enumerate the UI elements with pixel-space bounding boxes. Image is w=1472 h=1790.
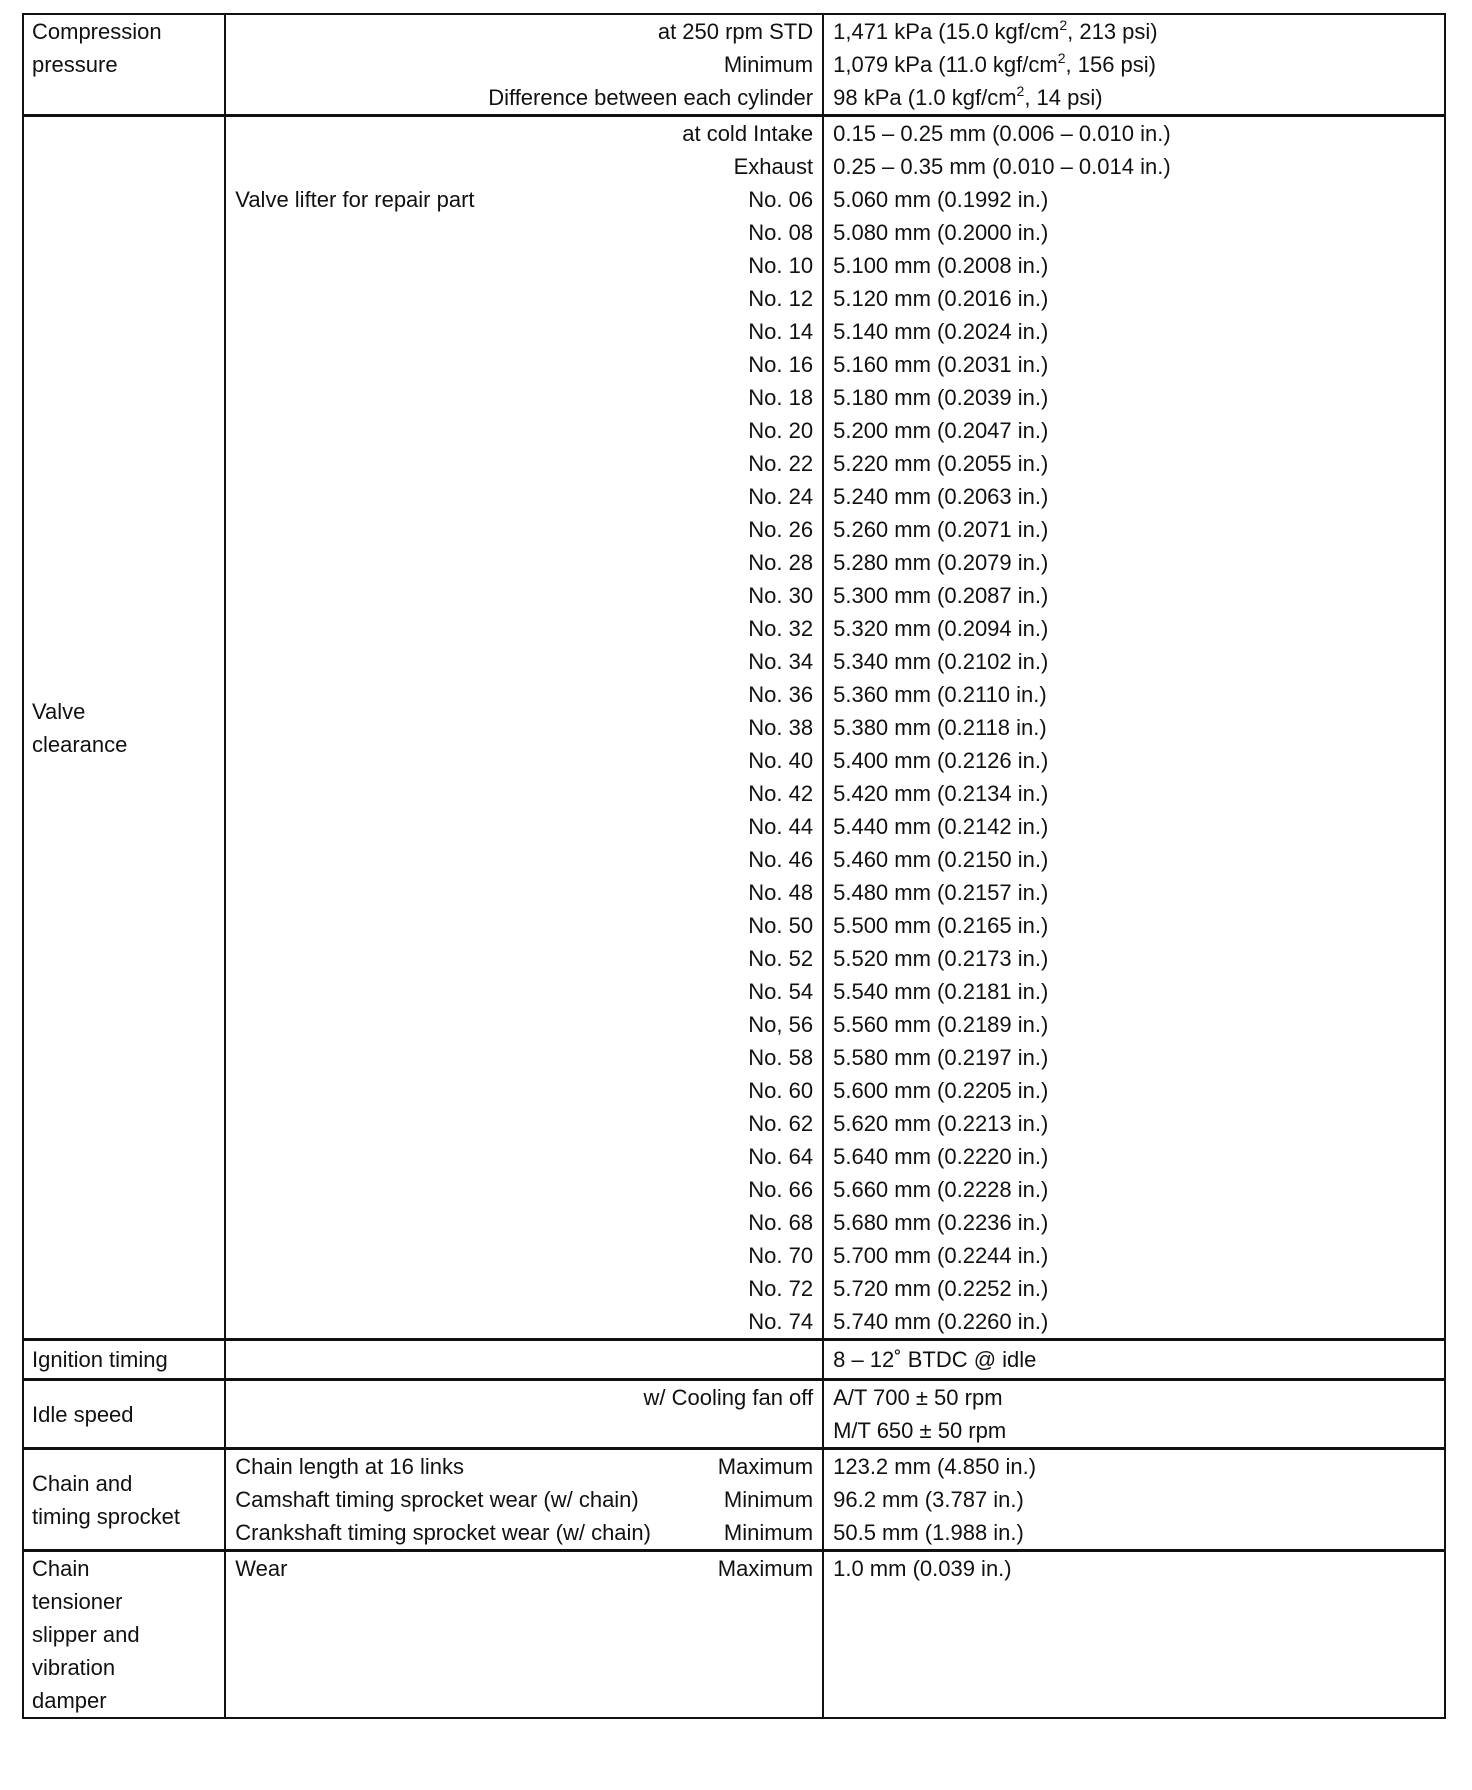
value-line: M/T 650 ± 50 rpm <box>833 1418 1007 1443</box>
superscript: 2 <box>1057 49 1066 66</box>
condition-text: No. 06 <box>748 187 814 212</box>
ignition-value-cell <box>823 1340 1445 1380</box>
value-line: 0.25 – 0.35 mm (0.010 – 0.014 in.) <box>833 154 1171 179</box>
value-line: 5.440 mm (0.2142 in.) <box>833 814 1049 839</box>
value-line: 8 – 12˚ BTDC @ idle <box>833 1347 1037 1372</box>
valve-condition-cell <box>225 116 823 1340</box>
condition-line <box>226 282 822 315</box>
condition-line <box>226 480 822 513</box>
condition-line <box>226 348 822 381</box>
condition-line <box>226 183 822 216</box>
specification-table <box>22 13 1446 1719</box>
condition-line <box>226 876 822 909</box>
valve-clearance-row <box>23 116 1445 1340</box>
condition-line <box>226 975 822 1008</box>
condition-text: No. 28 <box>748 550 814 575</box>
value-line: 5.180 mm (0.2039 in.) <box>833 385 1049 410</box>
condition-text: No. 48 <box>748 880 814 905</box>
condition-line <box>226 447 822 480</box>
value-line: 5.120 mm (0.2016 in.) <box>833 286 1049 311</box>
valve-value-cell <box>823 116 1445 1340</box>
condition-text: No. 68 <box>748 1210 814 1235</box>
superscript: 2 <box>1059 16 1068 33</box>
condition-line <box>226 1074 822 1107</box>
condition-line <box>226 546 822 579</box>
condition-line <box>226 381 822 414</box>
value-line: 5.200 mm (0.2047 in.) <box>833 418 1049 443</box>
condition-line <box>226 1381 822 1414</box>
value-line: 5.060 mm (0.1992 in.) <box>833 187 1049 212</box>
valve-item-cell <box>23 116 225 1340</box>
item-name-line: timing sprocket <box>32 1503 180 1529</box>
value-line: 5.400 mm (0.2126 in.) <box>833 748 1049 773</box>
item-name-line: Valve <box>32 698 86 724</box>
value-text: , 213 psi) <box>1067 19 1158 44</box>
condition-text: Difference between each cylinder <box>488 85 814 110</box>
idle-speed-row <box>23 1380 1445 1449</box>
condition-line <box>226 315 822 348</box>
idle-value-cell <box>823 1380 1445 1449</box>
condition-text: No, 56 <box>748 1012 814 1037</box>
value-line: 5.540 mm (0.2181 in.) <box>833 979 1049 1004</box>
idle-item-cell <box>23 1380 225 1449</box>
item-name-line: Ignition timing <box>32 1347 168 1372</box>
value-line: 5.500 mm (0.2165 in.) <box>833 913 1049 938</box>
condition-line <box>226 1206 822 1239</box>
condition-text: No. 66 <box>748 1177 814 1202</box>
condition-line <box>226 645 822 678</box>
condition-line <box>226 678 822 711</box>
value-line: 5.240 mm (0.2063 in.) <box>833 484 1049 509</box>
value-text: 1,079 kPa (11.0 kgf/cm <box>833 52 1058 77</box>
item-name-line: damper <box>32 1688 107 1713</box>
condition-line <box>226 1516 822 1549</box>
condition-text: Minimum <box>723 52 814 77</box>
item-name-line: Chain and <box>32 1470 133 1496</box>
value-line: 5.600 mm (0.2205 in.) <box>833 1078 1049 1103</box>
condition-text: No. 72 <box>748 1276 814 1301</box>
value-line <box>824 81 1444 114</box>
condition-text: No. 18 <box>748 385 814 410</box>
value-line: 5.360 mm (0.2110 in.) <box>833 682 1047 707</box>
condition-line <box>226 942 822 975</box>
item-name-line: pressure <box>32 52 118 77</box>
condition-text: No. 64 <box>748 1144 814 1169</box>
value-line: 5.420 mm (0.2134 in.) <box>833 781 1049 806</box>
value-line: 5.320 mm (0.2094 in.) <box>833 616 1049 641</box>
condition-text: No. 54 <box>748 979 814 1004</box>
condition-text: No. 20 <box>748 418 814 443</box>
value-line: 123.2 mm (4.850 in.) <box>833 1454 1037 1479</box>
condition-line <box>226 117 822 150</box>
condition-text: No. 60 <box>748 1078 814 1103</box>
condition-line <box>226 909 822 942</box>
compression-pressure-row <box>23 14 1445 116</box>
chain-tensioner-row <box>23 1551 1445 1719</box>
value-line: A/T 700 ± 50 rpm <box>833 1385 1003 1410</box>
condition-line <box>226 810 822 843</box>
condition-line <box>226 843 822 876</box>
condition-text: Exhaust <box>733 154 814 179</box>
condition-line <box>226 1483 822 1516</box>
value-line: 5.340 mm (0.2102 in.) <box>833 649 1049 674</box>
condition-text: Minimum <box>723 1520 814 1545</box>
condition-line <box>226 1450 822 1483</box>
value-line: 5.140 mm (0.2024 in.) <box>833 319 1049 344</box>
value-line: 5.640 mm (0.2220 in.) <box>833 1144 1049 1169</box>
condition-line <box>226 1008 822 1041</box>
compression-item-cell <box>23 14 225 116</box>
value-line: 5.160 mm (0.2031 in.) <box>833 352 1049 377</box>
value-line: 5.300 mm (0.2087 in.) <box>833 583 1049 608</box>
condition-line <box>226 81 822 114</box>
value-text: 1,471 kPa (15.0 kgf/cm <box>833 19 1060 44</box>
value-line: 5.620 mm (0.2213 in.) <box>833 1111 1049 1136</box>
condition-line <box>226 1107 822 1140</box>
condition-line <box>226 579 822 612</box>
condition-line <box>226 1173 822 1206</box>
value-text: , 14 psi) <box>1024 85 1103 110</box>
condition-text: No. 32 <box>748 616 814 641</box>
value-line: 5.100 mm (0.2008 in.) <box>833 253 1049 278</box>
condition-text: No. 74 <box>748 1309 814 1334</box>
value-line: 5.560 mm (0.2189 in.) <box>833 1012 1049 1037</box>
condition-text: No. 26 <box>748 517 814 542</box>
condition-text: No. 44 <box>748 814 814 839</box>
tensioner-value-cell <box>823 1551 1445 1719</box>
condition-text: No. 16 <box>748 352 814 377</box>
value-line: 96.2 mm (3.787 in.) <box>833 1487 1024 1512</box>
condition-text: at 250 rpm STD <box>657 19 814 44</box>
value-line: 5.260 mm (0.2071 in.) <box>833 517 1049 542</box>
chain-condition-cell <box>225 1449 823 1551</box>
compression-condition-cell <box>225 14 823 116</box>
condition-text: Maximum <box>717 1454 814 1479</box>
condition-text: No. 58 <box>748 1045 814 1070</box>
ignition-timing-row <box>23 1340 1445 1380</box>
value-line: 5.280 mm (0.2079 in.) <box>833 550 1049 575</box>
value-line: 5.460 mm (0.2150 in.) <box>833 847 1049 872</box>
value-line: 1.0 mm (0.039 in.) <box>833 1556 1012 1581</box>
condition-text: No. 52 <box>748 946 814 971</box>
condition-text: No. 30 <box>748 583 814 608</box>
part-label: Wear <box>235 1556 288 1581</box>
condition-line <box>226 414 822 447</box>
condition-line <box>226 777 822 810</box>
part-label: Crankshaft timing sprocket wear (w/ chain) <box>235 1520 651 1545</box>
condition-text: No. 36 <box>748 682 814 707</box>
condition-line <box>226 150 822 183</box>
item-name-line: Chain <box>32 1556 90 1581</box>
condition-line <box>226 216 822 249</box>
condition-text: No. 34 <box>748 649 814 674</box>
value-line: 5.220 mm (0.2055 in.) <box>833 451 1049 476</box>
chain-sprocket-row <box>23 1449 1445 1551</box>
value-line: 5.480 mm (0.2157 in.) <box>833 880 1049 905</box>
condition-line <box>226 48 822 81</box>
condition-text: No. 10 <box>748 253 814 278</box>
value-text: 98 kPa (1.0 kgf/cm <box>833 85 1017 110</box>
value-line: 5.660 mm (0.2228 in.) <box>833 1177 1049 1202</box>
condition-line <box>226 612 822 645</box>
condition-text: No. 46 <box>748 847 814 872</box>
value-line: 5.720 mm (0.2252 in.) <box>833 1276 1049 1301</box>
item-name-line: slipper and <box>32 1622 140 1647</box>
item-name-line: vibration <box>32 1655 116 1680</box>
ignition-item-cell <box>23 1340 225 1380</box>
condition-text: Maximum <box>717 1556 814 1581</box>
condition-line <box>226 249 822 282</box>
condition-text: at cold Intake <box>682 121 814 146</box>
condition-text: No. 12 <box>748 286 814 311</box>
condition-text: No. 24 <box>748 484 814 509</box>
condition-line <box>226 1239 822 1272</box>
condition-line <box>226 1272 822 1305</box>
value-line: 50.5 mm (1.988 in.) <box>833 1520 1024 1545</box>
value-line: 5.520 mm (0.2173 in.) <box>833 946 1049 971</box>
condition-line <box>226 15 822 48</box>
ignition-condition-cell <box>225 1340 823 1380</box>
condition-text: No. 42 <box>748 781 814 806</box>
condition-text: No. 22 <box>748 451 814 476</box>
condition-text: Minimum <box>723 1487 814 1512</box>
value-line: 5.080 mm (0.2000 in.) <box>833 220 1049 245</box>
value-line <box>824 15 1444 48</box>
compression-value-cell <box>823 14 1445 116</box>
value-line: 5.680 mm (0.2236 in.) <box>833 1210 1049 1235</box>
condition-line <box>226 711 822 744</box>
item-name-line: tensioner <box>32 1589 123 1614</box>
condition-line <box>226 1041 822 1074</box>
item-name-line: Idle speed <box>32 1401 134 1427</box>
condition-line <box>226 1552 822 1585</box>
condition-text: No. 14 <box>748 319 814 344</box>
lifter-label: Valve lifter for repair part <box>235 187 475 212</box>
tensioner-item-cell <box>23 1551 225 1719</box>
condition-line <box>226 1305 822 1338</box>
value-text: , 156 psi) <box>1065 52 1157 77</box>
value-line: 5.580 mm (0.2197 in.) <box>833 1045 1049 1070</box>
tensioner-condition-cell <box>225 1551 823 1719</box>
part-label: Chain length at 16 links <box>235 1454 464 1479</box>
chain-value-cell <box>823 1449 1445 1551</box>
condition-text: w/ Cooling fan off <box>643 1385 814 1410</box>
condition-text: No. 40 <box>748 748 814 773</box>
condition-text: No. 08 <box>748 220 814 245</box>
condition-line <box>226 744 822 777</box>
condition-text: No. 70 <box>748 1243 814 1268</box>
condition-text: No. 50 <box>748 913 814 938</box>
item-name-line: Compression <box>32 19 162 44</box>
value-line: 5.380 mm (0.2118 in.) <box>833 715 1047 740</box>
superscript: 2 <box>1016 82 1025 99</box>
part-label: Camshaft timing sprocket wear (w/ chain) <box>235 1487 639 1512</box>
value-line: 5.740 mm (0.2260 in.) <box>833 1309 1049 1334</box>
value-line <box>824 48 1444 81</box>
condition-line <box>226 513 822 546</box>
item-name-line: clearance <box>32 731 128 757</box>
value-line: 5.700 mm (0.2244 in.) <box>833 1243 1049 1268</box>
value-line: 0.15 – 0.25 mm (0.006 – 0.010 in.) <box>833 121 1171 146</box>
idle-condition-cell <box>225 1380 823 1449</box>
chain-item-cell <box>23 1449 225 1551</box>
condition-line <box>226 1140 822 1173</box>
condition-text: No. 38 <box>748 715 814 740</box>
condition-text: No. 62 <box>748 1111 814 1136</box>
